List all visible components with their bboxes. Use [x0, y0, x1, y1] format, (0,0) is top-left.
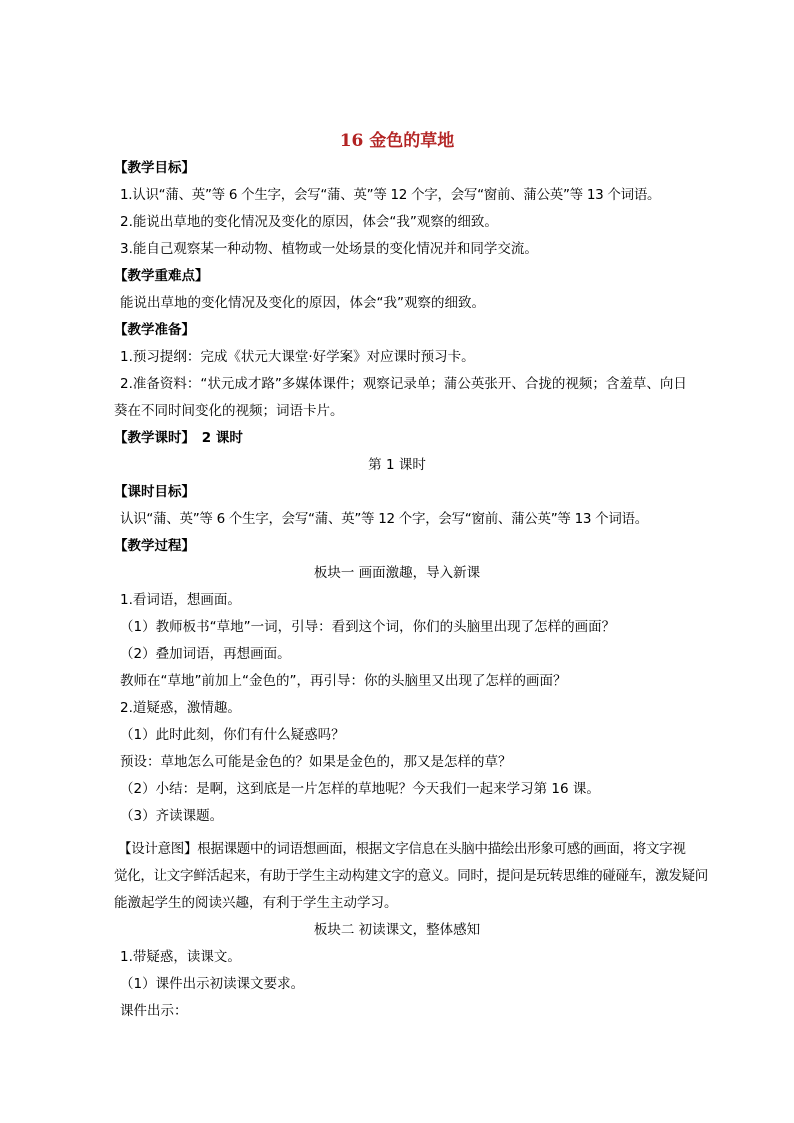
- process-line: （2）叠加词语，再想画面。: [120, 646, 291, 662]
- process-line: （2）小结：是啊，这到底是一片怎样的草地呢？今天我们一起来学习第 16 课。: [120, 781, 600, 797]
- process-line: （1）此时此刻，你们有什么疑惑吗？: [120, 727, 345, 743]
- section-heading-process: 【教学过程】: [114, 538, 195, 554]
- prep-item-2: 2.准备资料：“状元成才路”多媒体课件；观察记录单；蒲公英张开、合拢的视频；含羞草、向日: [120, 376, 687, 392]
- process-line: 2.道疑惑，激情趣。: [120, 700, 241, 716]
- key-point-text: 能说出草地的变化情况及变化的原因，体会“我”观察的细致。: [120, 295, 485, 311]
- section-heading-preparation: 【教学准备】: [114, 322, 195, 338]
- section-heading-goals: 【教学目标】: [114, 160, 195, 176]
- process-line: （3）齐读课题。: [120, 808, 224, 824]
- lesson-title: 16 金色的草地: [339, 131, 455, 151]
- lesson-goal-text: 认识“蒲、英”等 6 个生字，会写“蒲、英”等 12 个字，会写“窗前、蒲公英”等 13 个词语。: [120, 511, 648, 527]
- process-line: 教师在“草地”前加上“金色的”，再引导：你的头脑里又出现了怎样的画面？: [120, 673, 567, 689]
- process-line: 1.看词语，想画面。: [120, 592, 241, 608]
- prep-item-2-continued: 葵在不同时间变化的视频；词语卡片。: [114, 403, 344, 419]
- block-1-heading: 板块一 画面激趣，导入新课: [313, 565, 481, 581]
- design-intent-line-2: 觉化，让文字鲜活起来，有助于学生主动构建文字的意义。同时，提问是玩转思维的碰碰车，激发疑问: [114, 868, 708, 884]
- process-line: （1）教师板书“草地”一词，引导：看到这个词，你们的头脑里出现了怎样的画面？: [120, 619, 616, 635]
- design-intent-line-3: 能激起学生的阅读兴趣，有利于学生主动学习。: [114, 895, 398, 911]
- process-line: （1）课件出示初读课文要求。: [120, 976, 305, 992]
- section-heading-key-points: 【教学重难点】: [114, 268, 209, 284]
- section-heading-lesson-goals: 【课时目标】: [114, 484, 195, 500]
- design-intent-line-1: 【设计意图】根据课题中的词语想画面，根据文字信息在头脑中描绘出形象可感的画面，将文字视: [118, 841, 686, 857]
- process-line: 1.带疑惑，读课文。: [120, 949, 241, 965]
- lesson-1-heading: 第 1 课时: [368, 457, 426, 473]
- process-line: 预设：草地怎么可能是金色的？如果是金色的，那又是怎样的草？: [120, 754, 512, 770]
- section-heading-hours: 【教学课时】 2 课时: [114, 430, 243, 446]
- prep-item-1: 1.预习提纲：完成《状元大课堂·好学案》对应课时预习卡。: [120, 349, 475, 365]
- process-line: 课件出示：: [120, 1003, 188, 1019]
- goal-item-2: 2.能说出草地的变化情况及变化的原因，体会“我”观察的细致。: [120, 214, 498, 230]
- goal-item-1: 1.认识“蒲、英”等 6 个生字，会写“蒲、英”等 12 个字，会写“窗前、蒲公英”等 13 个词语。: [120, 187, 661, 203]
- block-2-heading: 板块二 初读课文，整体感知: [313, 922, 481, 938]
- goal-item-3: 3.能自己观察某一种动物、植物或一处场景的变化情况并和同学交流。: [120, 241, 538, 257]
